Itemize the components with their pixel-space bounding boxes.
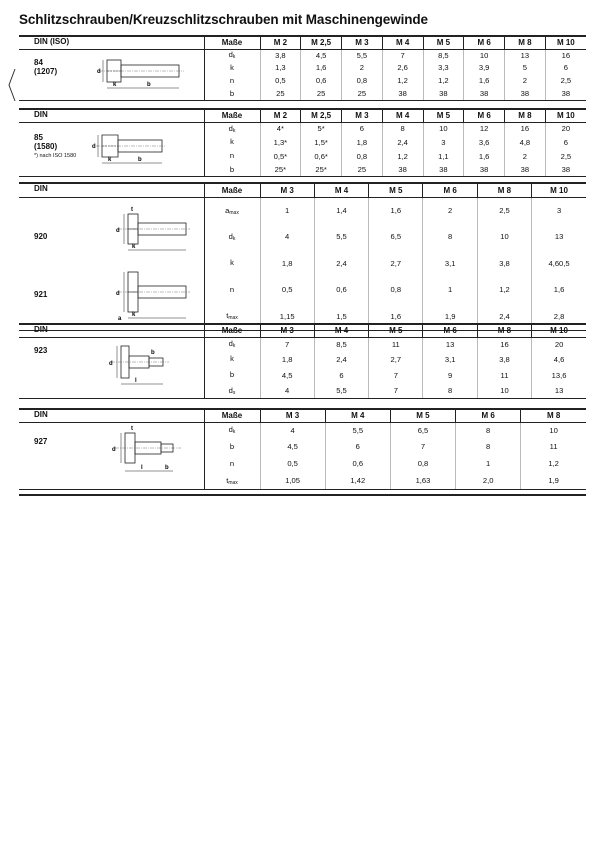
dim-letter: n [229,458,235,468]
dim-symbol [204,224,260,251]
header-size: M 2,5 [301,110,342,122]
table-cell: 8,5 [423,49,464,61]
table-cell: 2 [505,74,546,87]
table-cell: 4,5 [260,438,325,455]
table-cell: 5* [301,122,342,135]
dim-symbol [204,149,260,163]
header-size: M 3 [260,325,314,337]
table-cell: 1,63 [390,472,455,489]
header-size: M 3 [342,110,383,122]
table-din-927 [19,408,586,490]
dim-subscript: k [232,429,236,436]
table-cell: 4 [260,224,314,251]
table-cell: 38 [505,87,546,100]
table-cell: 2,5 [545,74,586,87]
table-cell: 8 [456,422,521,438]
dim-label-k: k [108,156,112,163]
table-cell: 3,8 [477,351,531,367]
dim-label-l: l [135,377,138,384]
header-size: M 6 [423,184,477,197]
table-cell: 1,6 [301,61,342,74]
header-size: M 4 [382,110,423,122]
header-din-label: DIN (ISO) [19,37,204,49]
table-cell: 2,4 [314,351,368,367]
table-cell: 1,5* [301,135,342,149]
table-cell: 38 [423,163,464,176]
table-cell: 10 [477,224,531,251]
table-cell: 1,42 [325,472,390,489]
header-size: M 4 [382,37,423,49]
din-number: 84 [34,57,43,67]
dim-subscript: k [232,343,236,350]
table-cell: 8 [382,122,423,135]
table-cell: 11 [521,438,586,455]
table-cell: 0,8 [342,74,383,87]
table-cell: 2,5 [545,149,586,163]
table-cell: 25 [342,87,383,100]
table-cell: 3,8 [477,250,531,277]
table-cell: 38 [464,87,505,100]
header-din-label: DIN [19,410,204,422]
dim-label-d: d [116,290,120,297]
dim-label-b: b [138,156,142,163]
table-cell: 1,8 [260,250,314,277]
screw-drawing-din927 [109,425,199,479]
table-cell: 0,6* [301,149,342,163]
table-cell: 1,6 [369,197,423,224]
table-cell: 0,5 [260,455,325,472]
dim-subscript: k [232,235,236,242]
table-cell: 2,0 [456,472,521,489]
table-cell: 8,5 [314,337,368,351]
table-cell: 3,6 [464,135,505,149]
dim-symbol [204,49,260,61]
header-size: M 5 [423,110,464,122]
table-cell: 10 [423,122,464,135]
dim-letter: d [228,123,233,133]
table-cell: 16 [505,122,546,135]
dim-label-t: t [131,425,134,432]
table-cell: 2,8 [532,303,586,330]
dim-symbol [204,422,260,438]
page-title: Schlitzschrauben/Kreuzschlitzschrauben mit Maschinengewinde [19,12,428,27]
header-size: M 5 [390,410,455,422]
header-masse-label: Maße [204,184,260,197]
table-cell: 1,2 [521,455,586,472]
dim-symbol [204,87,260,100]
table-cell: 7 [369,367,423,383]
dim-letter: k [230,137,234,146]
table-cell: 13 [423,337,477,351]
dim-subscript: s [232,389,236,396]
table-cell: 6 [314,367,368,383]
dim-subscript: max [228,315,238,322]
dim-subscript: k [232,54,236,61]
header-size: M 8 [477,184,531,197]
table-cell: 38 [464,163,505,176]
dim-letter: b [229,370,235,379]
dim-letter: k [230,62,234,72]
table-cell: 6 [325,438,390,455]
table-cell: 5,5 [314,224,368,251]
table-cell: 38 [545,87,586,100]
header-size: M 2,5 [301,37,342,49]
table-cell: 6,5 [369,224,423,251]
dim-letter: n [229,284,235,294]
header-size: M 8 [521,410,586,422]
table-cell: 2 [423,197,477,224]
dim-symbol [204,351,260,367]
dim-label-k: k [132,243,136,250]
table-cell: 38 [545,163,586,176]
table-cell: 0,6 [325,455,390,472]
dim-symbol [204,367,260,383]
bottom-rule [19,494,586,496]
din-number: 85 [34,132,43,142]
table-cell: 2,7 [369,250,423,277]
table-cell: 1,05 [260,472,325,489]
dim-symbol [204,472,260,489]
table-cell: 2,4 [382,135,423,149]
table-cell: 10 [464,49,505,61]
header-size: M 5 [369,184,423,197]
header-masse-label: Maße [204,37,260,49]
table-cell: 38 [382,87,423,100]
table-cell: 2,7 [369,351,423,367]
header-din-label: DIN [19,325,204,337]
table-cell: 1,6 [532,277,586,304]
table-cell: 1,6 [464,74,505,87]
table-cell: 9 [423,367,477,383]
table-cell: 16 [477,337,531,351]
table-cell: 2,4 [477,303,531,330]
dim-symbol [204,61,260,74]
header-din-label: DIN [19,110,204,122]
dim-letter: d [228,339,233,349]
dim-letter: n [229,151,235,160]
table-cell: 5,5 [325,422,390,438]
dim-label-d: d [112,446,117,453]
dim-label-a: a [118,315,122,322]
table-cell: 38 [505,163,546,176]
header-size: M 10 [545,110,586,122]
table-cell: 1 [456,455,521,472]
table-cell: 5,5 [314,383,368,398]
table-cell: 16 [545,49,586,61]
table-cell: 2 [505,149,546,163]
table-cell: 2,5 [477,197,531,224]
table-cell: 5,5 [342,49,383,61]
dim-symbol [204,163,260,176]
dim-label-l: l [141,464,144,471]
header-size: M 10 [532,184,586,197]
dim-symbol [204,250,260,277]
dim-symbol [204,455,260,472]
table-cell: 1,3 [260,61,301,74]
din-iso-number: (1580) [34,141,58,151]
table-cell: 4,8 [505,135,546,149]
table-cell: 38 [382,163,423,176]
screw-drawing-din84 [89,52,189,94]
header-masse-label: Maße [204,325,260,337]
table-cell: 25 [342,163,383,176]
table-din-85 [19,108,586,177]
table-cell: 0,5 [260,277,314,304]
dim-letter: d [228,385,233,395]
screw-drawing-din923 [107,340,187,388]
header-size: M 5 [423,37,464,49]
table-cell: 38 [423,87,464,100]
dim-symbol [204,74,260,87]
dim-letter: d [228,50,233,60]
header-masse-label: Maße [204,410,260,422]
table-cell: 1,2 [382,74,423,87]
table-cell: 13,6 [532,367,586,383]
dim-letter: a [225,205,230,215]
table-cell: 4,5 [301,49,342,61]
header-masse-label: Maße [204,110,260,122]
dim-label-d: d [97,68,101,75]
dim-symbol [204,135,260,149]
table-cell: 7 [390,438,455,455]
table-cell: 13 [505,49,546,61]
table-cell: 3,1 [423,250,477,277]
dim-symbol [204,383,260,398]
screw-drawing-din921 [114,266,194,326]
dim-label-b: b [151,349,156,356]
header-size: M 6 [464,37,505,49]
dim-subscript: max [228,479,238,486]
table-cell: 1,3* [260,135,301,149]
table-cell: 1,5 [314,303,368,330]
header-size: M 6 [464,110,505,122]
header-size: M 3 [260,410,325,422]
dim-symbol [204,277,260,304]
header-size: M 3 [342,37,383,49]
table-cell: 3,9 [464,61,505,74]
dim-letter: t [226,311,229,321]
table-cell: 3,3 [423,61,464,74]
table-cell: 0,6 [314,277,368,304]
table-din-920-921 [19,182,586,331]
dim-label-b: b [147,81,151,88]
table-cell: 13 [532,383,586,398]
table-cell: 1,8 [342,135,383,149]
dim-letter: t [226,475,229,485]
header-size: M 4 [314,325,368,337]
table-cell: 7 [260,337,314,351]
din-number: 927 [34,436,48,446]
din-iso-number: (1207) [34,66,58,76]
table-cell: 1,6 [464,149,505,163]
header-size: M 4 [314,184,368,197]
table-cell: 10 [477,383,531,398]
dim-symbol [204,122,260,135]
dim-symbol [204,438,260,455]
table-cell: 1,9 [423,303,477,330]
header-size: M 6 [423,325,477,337]
table-cell: 25* [260,163,301,176]
screw-drawing-din920 [114,206,194,256]
dim-letter: d [228,425,233,435]
table-cell: 4* [260,122,301,135]
table-cell: 25* [301,163,342,176]
table-cell: 0,5 [260,74,301,87]
dim-letter: b [229,164,235,174]
dim-letter: b [229,88,235,98]
table-cell: 11 [477,367,531,383]
table-cell: 4,5 [260,367,314,383]
header-din-label: DIN [19,184,204,197]
table-cell: 1,2 [423,74,464,87]
table-cell: 0,8 [369,277,423,304]
header-size: M 8 [505,110,546,122]
header-size: M 5 [369,325,423,337]
screw-drawing-din85 [90,125,170,169]
table-cell: 20 [532,337,586,351]
header-size: M 3 [260,184,314,197]
table-cell: 2,4 [314,250,368,277]
dim-subscript: max [229,209,239,216]
dim-symbol [204,197,260,224]
dim-label-d: d [116,227,120,234]
dim-symbol [204,337,260,351]
table-cell: 1,6 [369,303,423,330]
table-din-923 [19,323,586,399]
table-cell: 13 [532,224,586,251]
dim-label-k: k [132,311,136,318]
table-cell: 8 [423,383,477,398]
table-cell: 0,6 [301,74,342,87]
table-cell: 7 [369,383,423,398]
table-cell: 2 [342,61,383,74]
dim-letter: n [229,75,235,85]
dim-label-t: t [131,206,133,213]
table-cell: 1,9 [521,472,586,489]
table-cell: 3 [423,135,464,149]
table-cell: 20 [545,122,586,135]
table-din-84 [19,35,586,101]
table-cell: 4,60,5 [532,250,586,277]
header-size: M 10 [532,325,586,337]
table-cell: 25 [301,87,342,100]
dim-letter: d [228,231,233,241]
table-cell: 1 [260,197,314,224]
table-cell: 5 [505,61,546,74]
din-footnote: *) nach ISO 1580 [34,152,77,159]
table-cell: 1 [423,277,477,304]
table-cell: 7 [382,49,423,61]
dim-letter: k [230,258,234,268]
table-cell: 10 [521,422,586,438]
table-cell: 3 [532,197,586,224]
table-cell: 2,6 [382,61,423,74]
table-cell: 6 [545,135,586,149]
din-number: 921 [34,289,48,299]
margin-bracket-mark [7,68,17,102]
table-cell: 1,2 [382,149,423,163]
dim-label-k: k [113,81,117,88]
table-cell: 4 [260,383,314,398]
table-cell: 12 [464,122,505,135]
table-cell: 0,5* [260,149,301,163]
table-cell: 1,1 [423,149,464,163]
dim-letter: k [230,354,234,363]
header-size: M 8 [505,37,546,49]
din-number: 923 [34,345,48,355]
dim-label-d: d [109,360,114,367]
header-size: M 2 [260,37,301,49]
din-number: 920 [34,231,48,241]
table-cell: 1,2 [477,277,531,304]
table-cell: 8 [423,224,477,251]
table-cell: 3,1 [423,351,477,367]
dim-subscript: k [232,127,236,134]
dim-label-d: d [92,143,96,150]
table-cell: 1,15 [260,303,314,330]
header-size: M 4 [325,410,390,422]
dim-letter: b [229,441,235,451]
table-cell: 11 [369,337,423,351]
table-cell: 1,8 [260,351,314,367]
table-cell: 1,4 [314,197,368,224]
table-cell: 0,8 [342,149,383,163]
table-cell: 8 [456,438,521,455]
table-cell: 3,8 [260,49,301,61]
table-cell: 0,8 [390,455,455,472]
table-cell: 4,6 [532,351,586,367]
table-cell: 6 [342,122,383,135]
header-size: M 10 [545,37,586,49]
table-cell: 6,5 [390,422,455,438]
dim-label-b: b [165,464,170,471]
header-size: M 8 [477,325,531,337]
table-cell: 6 [545,61,586,74]
header-size: M 2 [260,110,301,122]
table-cell: 25 [260,87,301,100]
header-size: M 6 [456,410,521,422]
table-cell: 4 [260,422,325,438]
